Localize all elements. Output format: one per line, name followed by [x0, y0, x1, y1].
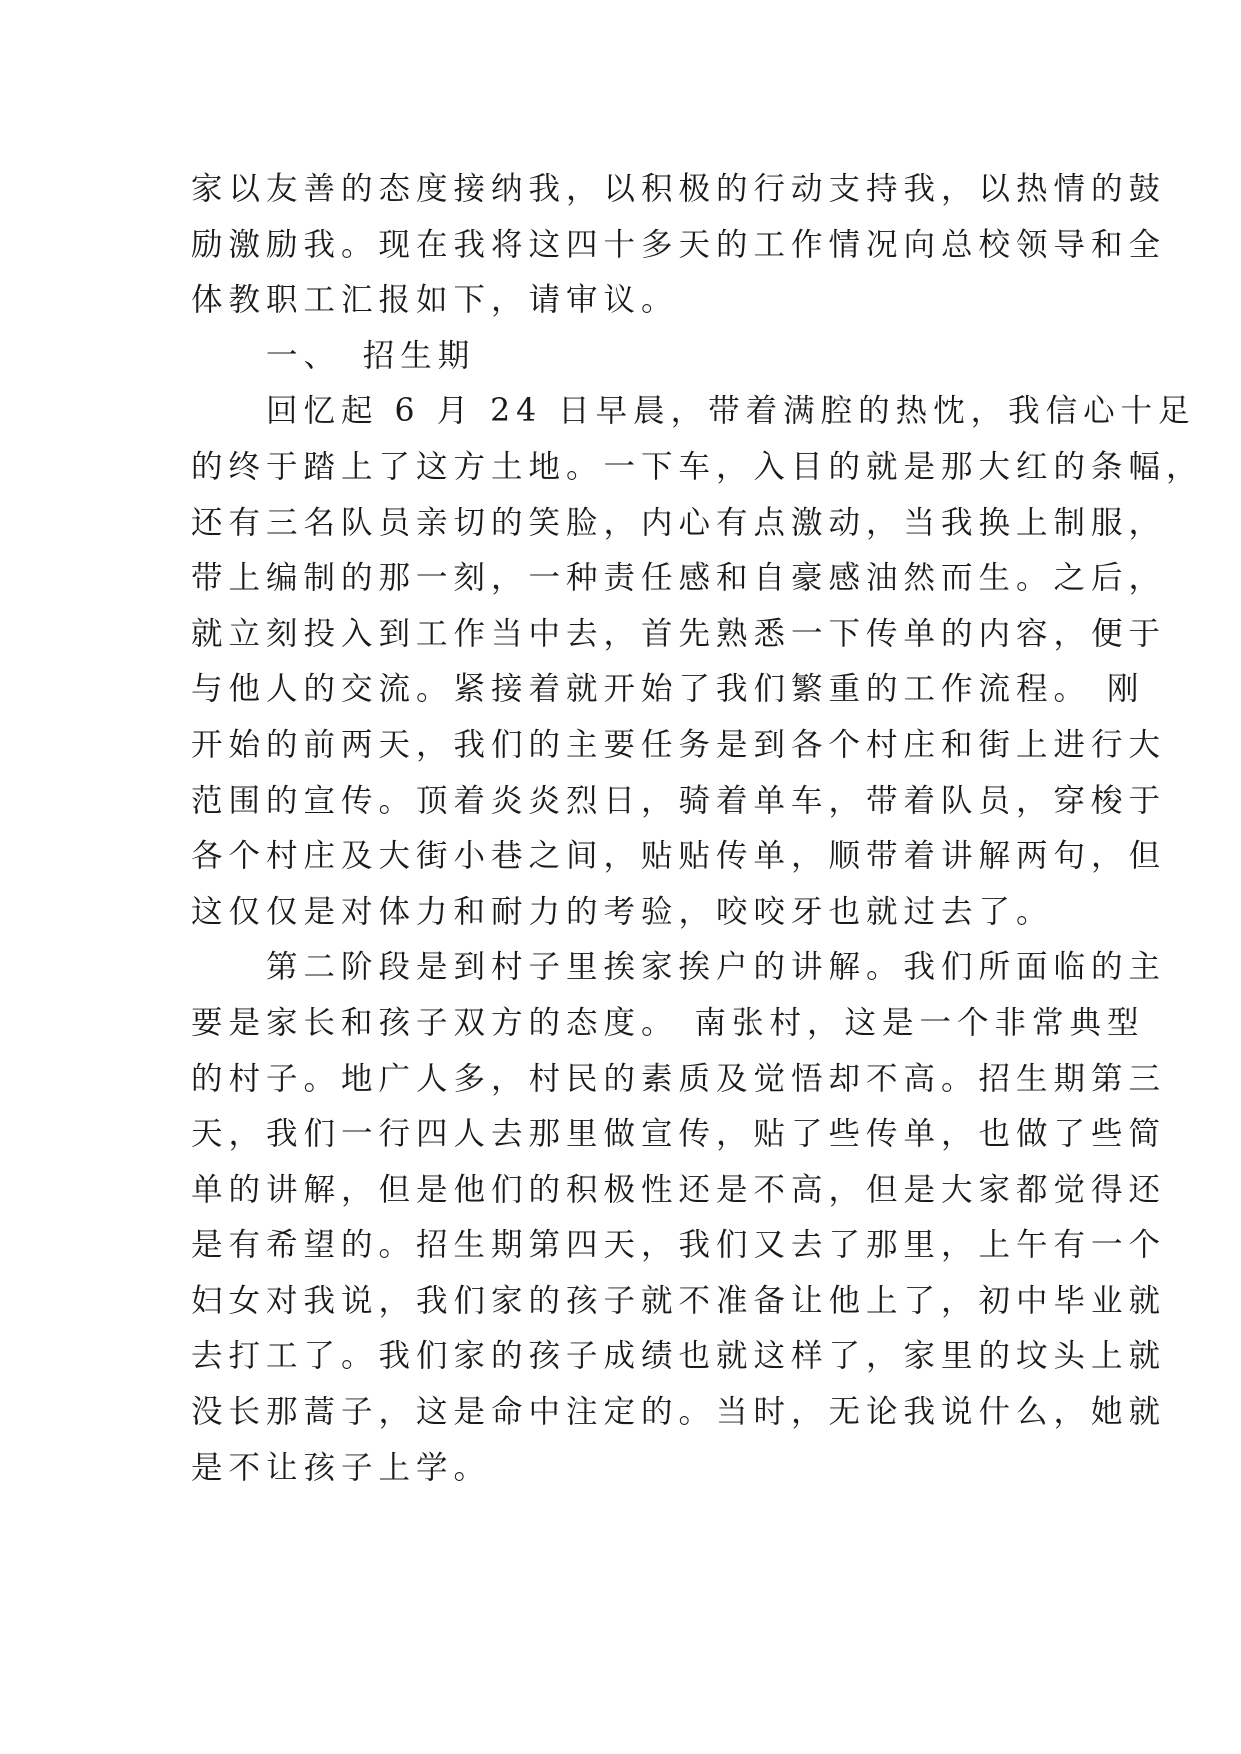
text-line: 还有三名队员亲切的笑脸，内心有点激动，当我换上制服，: [191, 504, 1167, 541]
text-line: 第二阶段是到村子里挨家挨户的讲解。我们所面临的主: [191, 949, 1167, 986]
text-line: 家以友善的态度接纳我，以积极的行动支持我，以热情的鼓: [191, 171, 1167, 207]
text-line: 去打工了。我们家的孩子成绩也就这样了，家里的坟头上就: [191, 1338, 1167, 1375]
text-line: 与他人的交流。紧接着就开始了我们繁重的工作流程。 刚: [191, 671, 1145, 708]
text-line: 是不让孩子上学。: [191, 1449, 492, 1486]
text-line: 要是家长和孩子双方的态度。 南张村，这是一个非常典型: [191, 1004, 1145, 1041]
text-line: 各个村庄及大街小巷之间，贴贴传单，顺带着讲解两句，但: [191, 838, 1167, 875]
text-line: 就立刻投入到工作当中去，首先熟悉一下传单的内容，便于: [191, 615, 1167, 652]
text-line: 的终于踏上了这方土地。一下车，入目的就是那大红的条幅，: [191, 448, 1204, 485]
text-line: 开始的前两天，我们的主要任务是到各个村庄和街上进行大: [191, 726, 1167, 763]
document-body: [191, 162, 1204, 1496]
text-line: 没长那蒿子，这是命中注定的。当时，无论我说什么，她就: [191, 1394, 1167, 1431]
text-line: 带上编制的那一刻，一种责任感和自豪感油然而生。之后，: [191, 560, 1167, 597]
text-line: 的村子。地广人多，村民的素质及觉悟却不高。招生期第三: [191, 1060, 1167, 1097]
text-line: 是有希望的。招生期第四天，我们又去了那里，上午有一个: [191, 1227, 1167, 1264]
text-line: 这仅仅是对体力和耐力的考验，咬咬牙也就过去了。: [191, 893, 1054, 930]
text-line: 励激励我。现在我将这四十多天的工作情况向总校领导和全: [191, 226, 1167, 263]
text-line: 回忆起 6 月 24 日早晨，带着满腔的热忱，我信心十足: [191, 393, 1196, 430]
text-line: 妇女对我说，我们家的孩子就不准备让他上了，初中毕业就: [191, 1282, 1167, 1319]
text-line: 范围的宣传。顶着炎炎烈日，骑着单车，带着队员，穿梭于: [191, 782, 1167, 819]
section-heading: 一、 招生期: [191, 337, 476, 374]
text-line: 体教职工汇报如下，请审议。: [191, 282, 679, 319]
text-line: 单的讲解，但是他们的积极性还是不高，但是大家都觉得还: [191, 1171, 1167, 1208]
text-line: 天，我们一行四人去那里做宣传，贴了些传单，也做了些简: [191, 1116, 1167, 1153]
